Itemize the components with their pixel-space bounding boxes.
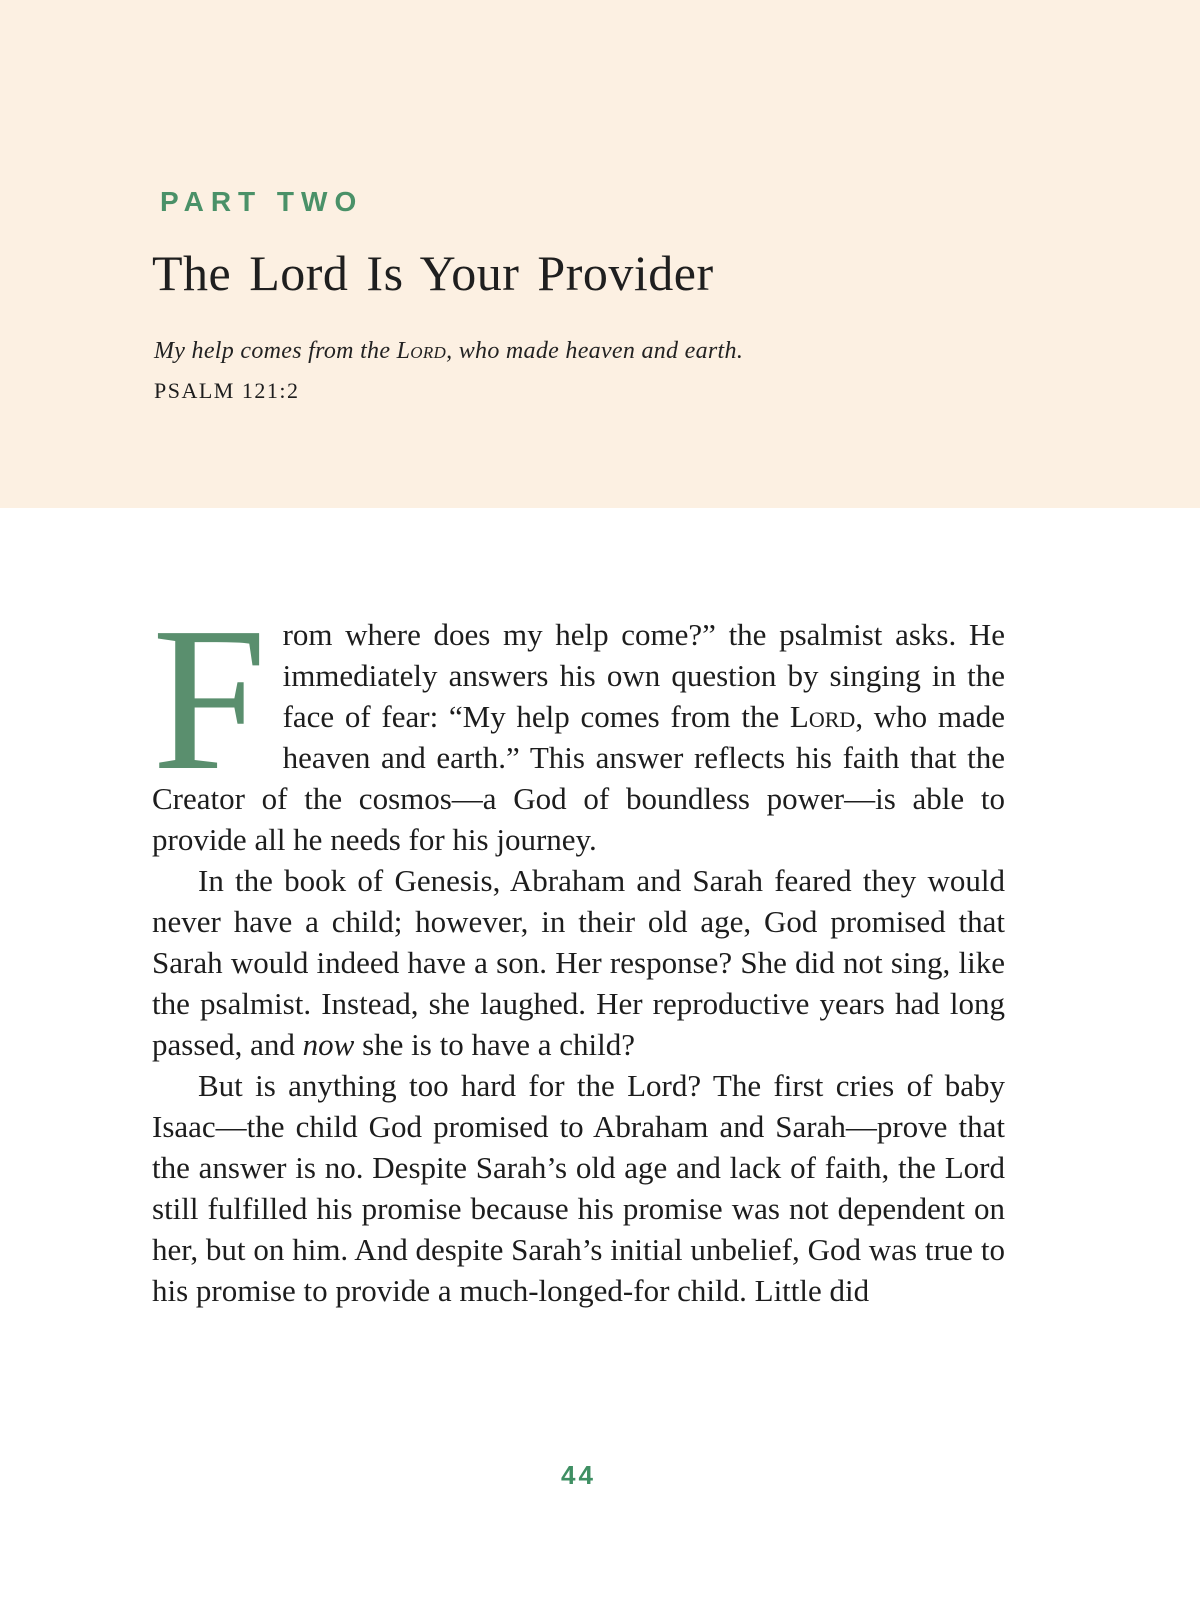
part-kicker: PART TWO (160, 186, 364, 217)
epigraph-verse: My help comes from the Lord, who made heaven and earth. (154, 338, 744, 364)
paragraph-1-text: rom where does my help come?” the psalmist asks. He immediately answers his own question by singing in the face of fear: “My help comes from the Lord, who made heaven and earth.” This answer reflects his faith that the Creator of the cosmos—a God of boundless power—is able to provide all he needs for his journey. (152, 617, 1005, 857)
part-title: The Lord Is Your Provider (152, 245, 714, 301)
dropcap-letter: F (152, 584, 267, 813)
epigraph-source: PSALM 121:2 (154, 378, 300, 403)
page-number: 44 (561, 1460, 596, 1490)
chapter-body (152, 584, 1005, 1311)
paragraph-2: In the book of Genesis, Abraham and Sarah feared they would never have a child; however, in their old age, God promised that Sarah would indeed have a son. Her response? She did not sing, like the psalmist. Instead, she laughed. Her reproductive years had long passed, and now she is to have a child? (152, 863, 1005, 1062)
paragraph-3: But is anything too hard for the Lord? The first cries of baby Isaac—the child God promised to Abraham and Sarah—prove that the answer is no. Despite Sarah’s old age and lack of faith, the Lord still fulfilled his promise because his promise was not dependent on her, but on him. And despite Sarah’s initial unbelief, God was true to his promise to provide a much-longed-for child. Little did (152, 1068, 1005, 1308)
part-opener-band (0, 0, 1200, 508)
paragraph-1 (152, 584, 1005, 860)
